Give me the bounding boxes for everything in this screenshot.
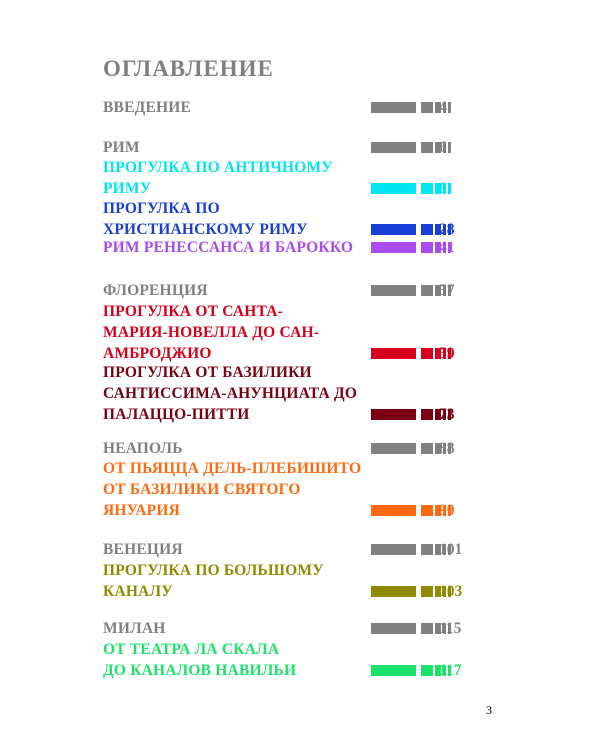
toc-entry-page-number: 6 bbox=[439, 139, 447, 156]
leader-bar-segment bbox=[421, 443, 433, 454]
toc-entry-page-number: 88 bbox=[439, 440, 455, 457]
toc-entry-title: ФЛОРЕНЦИЯ bbox=[103, 282, 208, 299]
leader-bar-segment bbox=[421, 224, 433, 235]
toc-entry-page-number: 103 bbox=[439, 583, 463, 600]
leader-bar-segment bbox=[421, 505, 433, 516]
leader-bar-segment bbox=[421, 544, 433, 555]
toc-entry[interactable] bbox=[103, 237, 493, 258]
toc-entry[interactable] bbox=[103, 458, 493, 521]
toc-entry-page-number: 101 bbox=[439, 541, 463, 558]
toc-entry-page-number: 4 bbox=[439, 99, 447, 116]
leader-bar-segment bbox=[421, 242, 433, 253]
leader-bar-segment bbox=[371, 544, 416, 555]
toc-entry-title: ПРОГУЛКА ПО ХРИСТИАНСКОМУ РИМУ bbox=[103, 200, 308, 238]
leader-bar-segment bbox=[371, 505, 416, 516]
leader-bar-segment bbox=[371, 443, 416, 454]
leader-bar-segment bbox=[421, 285, 433, 296]
toc-entry-page-number: 73 bbox=[439, 406, 455, 423]
toc-entry[interactable] bbox=[103, 438, 493, 459]
toc-entry[interactable] bbox=[103, 280, 493, 301]
toc-entry-page-number: 90 bbox=[439, 502, 455, 519]
leader-bar-segment bbox=[371, 348, 416, 359]
toc-entry-page-number: 57 bbox=[439, 282, 455, 299]
toc-entry-title: ОТ ПЬЯЦЦА ДЕЛЬ-ПЛЕБИШИТО ОТ БАЗИЛИКИ СВЯТОГО ЯНУАРИЯ bbox=[103, 460, 362, 519]
toc-entry-page-number: 117 bbox=[439, 662, 462, 679]
leader-bar-segment bbox=[371, 409, 416, 420]
leader-bar-segment bbox=[421, 623, 433, 634]
leader-bar-segment bbox=[371, 224, 416, 235]
toc-entry-title: МИЛАН bbox=[103, 620, 166, 637]
toc-entry-page-number: 59 bbox=[439, 345, 455, 362]
leader-bar-segment bbox=[371, 623, 416, 634]
toc-entry-title: ПРОГУЛКА ПО БОЛЬШОМУ КАНАЛУ bbox=[103, 562, 324, 600]
toc-entry[interactable] bbox=[103, 301, 493, 364]
leader-bar-segment bbox=[421, 348, 433, 359]
toc-entry[interactable] bbox=[103, 137, 493, 158]
leader-bar-segment bbox=[421, 183, 433, 194]
toc-entry-title: ПРОГУЛКА ОТ САНТА- МАРИЯ-НОВЕЛЛА ДО САН- АМБРОДЖИО bbox=[103, 303, 320, 362]
toc-entry-title: РИМ РЕНЕССАНСА И БАРОККО bbox=[103, 239, 354, 256]
toc-entry[interactable] bbox=[103, 198, 493, 240]
toc-entry-page-number: 115 bbox=[439, 620, 462, 637]
toc-entry[interactable] bbox=[103, 157, 493, 199]
leader-bar-segment bbox=[371, 183, 416, 194]
toc-entry[interactable] bbox=[103, 618, 493, 639]
toc-entry[interactable] bbox=[103, 97, 493, 118]
toc-entry[interactable] bbox=[103, 539, 493, 560]
toc-entry-title: НЕАПОЛЬ bbox=[103, 440, 183, 457]
toc-entry-page-number: 41 bbox=[439, 239, 455, 256]
toc-entry-title: ОТ ТЕАТРА ЛА СКАЛА ДО КАНАЛОВ НАВИЛЬИ bbox=[103, 641, 297, 679]
page-number: 3 bbox=[486, 703, 492, 717]
toc-entry[interactable] bbox=[103, 639, 493, 681]
toc-entry[interactable] bbox=[103, 560, 493, 602]
toc-entry-page-number: 8 bbox=[439, 180, 447, 197]
leader-bar-segment bbox=[421, 409, 433, 420]
leader-bar-segment bbox=[371, 586, 416, 597]
leader-bar-segment bbox=[421, 102, 433, 113]
page-title: ОГЛАВЛЕНИЕ bbox=[103, 56, 274, 81]
leader-bar-segment bbox=[421, 586, 433, 597]
leader-bar-segment bbox=[371, 142, 416, 153]
leader-bar-segment bbox=[371, 242, 416, 253]
leader-bar-segment bbox=[371, 665, 416, 676]
leader-bar-segment bbox=[371, 285, 416, 296]
toc-entry[interactable] bbox=[103, 362, 493, 425]
toc-entry-title: РИМ bbox=[103, 139, 140, 156]
toc-entry-title: ПРОГУЛКА ОТ БАЗИЛИКИ САНТИССИМА-АНУНЦИАТА ДО ПАЛАЦЦО-ПИТТИ bbox=[103, 364, 358, 423]
leader-bar-segment bbox=[421, 142, 433, 153]
leader-bar-segment bbox=[371, 102, 416, 113]
toc-entry-title: ПРОГУЛКА ПО АНТИЧНОМУ РИМУ bbox=[103, 159, 333, 197]
toc-entry-title: ВВЕДЕНИЕ bbox=[103, 99, 192, 116]
leader-bar-segment bbox=[421, 665, 433, 676]
toc-entry-title: ВЕНЕЦИЯ bbox=[103, 541, 183, 558]
toc-entry-page-number: 28 bbox=[439, 221, 455, 238]
